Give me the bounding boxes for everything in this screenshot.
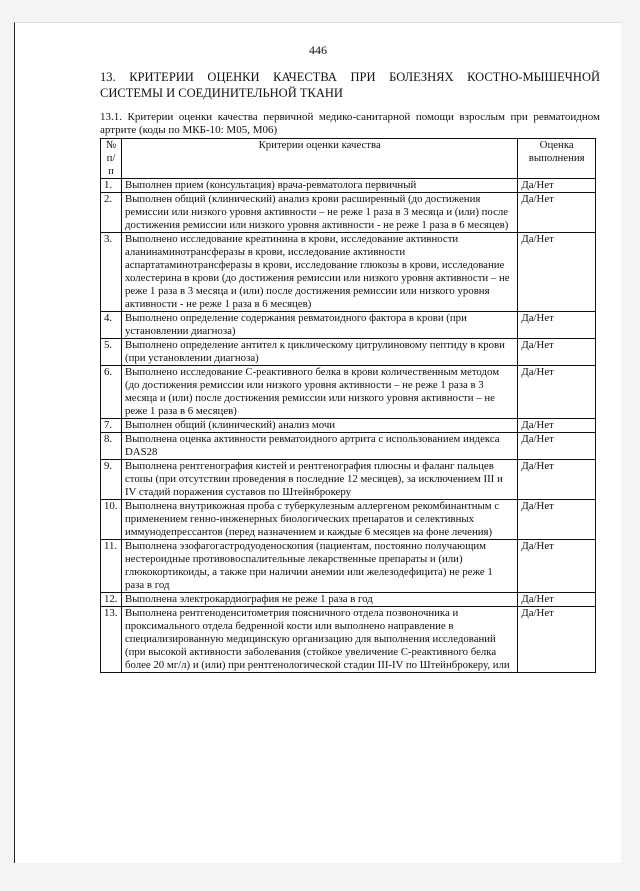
row-criterion: Выполнено определение содержания ревматоидного фактора в крови (при установлении диагноза) [121,312,517,339]
row-result: Да/Нет [518,419,596,433]
row-result: Да/Нет [518,460,596,500]
row-number: 5. [101,339,122,366]
table-row [101,593,596,607]
table-row [101,607,596,673]
table-row [101,193,596,233]
row-criterion: Выполнен прием (консультация) врача-ревматолога первичный [121,179,517,193]
row-criterion: Выполнена внутрикожная проба с туберкулезным аллергеном рекомбинантным с применением генно-инженерных биологических препаратов и селективных иммунодепрессантов (перед назначением и каждые 6 месяцев на фоне лечения) [121,500,517,540]
row-number: 2. [101,193,122,233]
row-criterion: Выполнен общий (клинический) анализ крови расширенный (до достижения ремиссии или низкого уровня активности – не реже 1 раза в 3 месяца и (или) после достижения ремиссии или низкого уровня активности - не реже 1 раза в 6 месяцев) [121,193,517,233]
row-criterion: Выполнена оценка активности ревматоидного артрита с использованием индекса DAS28 [121,433,517,460]
row-number: 6. [101,366,122,419]
row-number: 9. [101,460,122,500]
section-heading: 13. КРИТЕРИИ ОЦЕНКИ КАЧЕСТВА ПРИ БОЛЕЗНЯХ КОСТНО-МЫШЕЧНОЙ СИСТЕМЫ И СОЕДИНИТЕЛЬНОЙ ТКАНИ [100,70,600,100]
table-row [101,433,596,460]
row-number: 12. [101,593,122,607]
table-row [101,179,596,193]
row-criterion: Выполнена рентгенография кистей и рентгенография плюсны и фаланг пальцев стопы (при отсутствии проведения в последние 12 месяцев), за исключением III и IV стадий поражения суставов по Штейнброкеру [121,460,517,500]
row-criterion: Выполнен общий (клинический) анализ мочи [121,419,517,433]
row-number: 13. [101,607,122,673]
row-criterion: Выполнена рентгеноденситометрия поясничного отдела позвоночника и проксимального отдела бедренной кости или выполнено направление в специализированную медицинскую организацию для выполнения исследований (при высокой активности заболевания (стойкое увеличение С-реактивного белка более 20 мг/л) и (или) при рентгенологической стадии III-IV по Штейнброкеру, или [121,607,517,673]
row-result: Да/Нет [518,179,596,193]
criteria-table [100,138,596,673]
page-number: 446 [309,43,327,57]
row-number: 10. [101,500,122,540]
row-number: 3. [101,233,122,312]
header-result: Оценка выполнения [518,139,596,179]
row-result: Да/Нет [518,366,596,419]
table-row [101,419,596,433]
row-result: Да/Нет [518,312,596,339]
row-criterion: Выполнено определение антител к циклическому цитрулиновому пептиду в крови (при установлении диагноза) [121,339,517,366]
row-number: 8. [101,433,122,460]
row-number: 11. [101,540,122,593]
subsection-title: 13.1. Критерии оценки качества первичной медико-санитарной помощи взрослым при ревматоидном артрите (коды по МКБ-10: М05, М06) [100,111,600,136]
row-criterion: Выполнено исследование С-реактивного белка в крови количественным методом (до достижения ремиссии или низкого уровня активности – не реже 1 раза в 3 месяца и (или) после достижения ремиссии или низкого уровня активности – не реже 1 раза в 6 месяцев) [121,366,517,419]
row-result: Да/Нет [518,433,596,460]
row-result: Да/Нет [518,339,596,366]
table-row [101,460,596,500]
row-number: 1. [101,179,122,193]
row-number: 7. [101,419,122,433]
table-header-row [101,139,596,179]
table-row [101,500,596,540]
document-page [14,22,621,863]
row-result: Да/Нет [518,193,596,233]
row-result: Да/Нет [518,540,596,593]
row-criterion: Выполнена эзофагогастродуоденоскопия (пациентам, постоянно получающим нестероидные противовоспалительные лекарственные препараты и (или) глюкокортикоиды, а также при наличии анемии или железодефицита) не реже 1 раза в год [121,540,517,593]
row-result: Да/Нет [518,500,596,540]
table-row [101,540,596,593]
row-criterion: Выполнена электрокардиография не реже 1 раза в год [121,593,517,607]
table-row [101,339,596,366]
table-row [101,366,596,419]
row-result: Да/Нет [518,607,596,673]
row-result: Да/Нет [518,233,596,312]
row-criterion: Выполнено исследование креатинина в крови, исследование активности аланинаминотрансферазы в крови, исследование активности аспартатаминотрансферазы в крови, исследование глюкозы в крови, исследование холестерина в крови (до достижения ремиссии или низкого уровня активности – не реже 1 раза в 3 месяца и (или) после достижения ремиссии или низкого уровня активности - не реже 1 раза в 6 месяцев) [121,233,517,312]
table-row [101,312,596,339]
row-number: 4. [101,312,122,339]
row-result: Да/Нет [518,593,596,607]
header-number: № п/п [101,139,122,179]
table-row [101,233,596,312]
header-criterion: Критерии оценки качества [121,139,517,179]
